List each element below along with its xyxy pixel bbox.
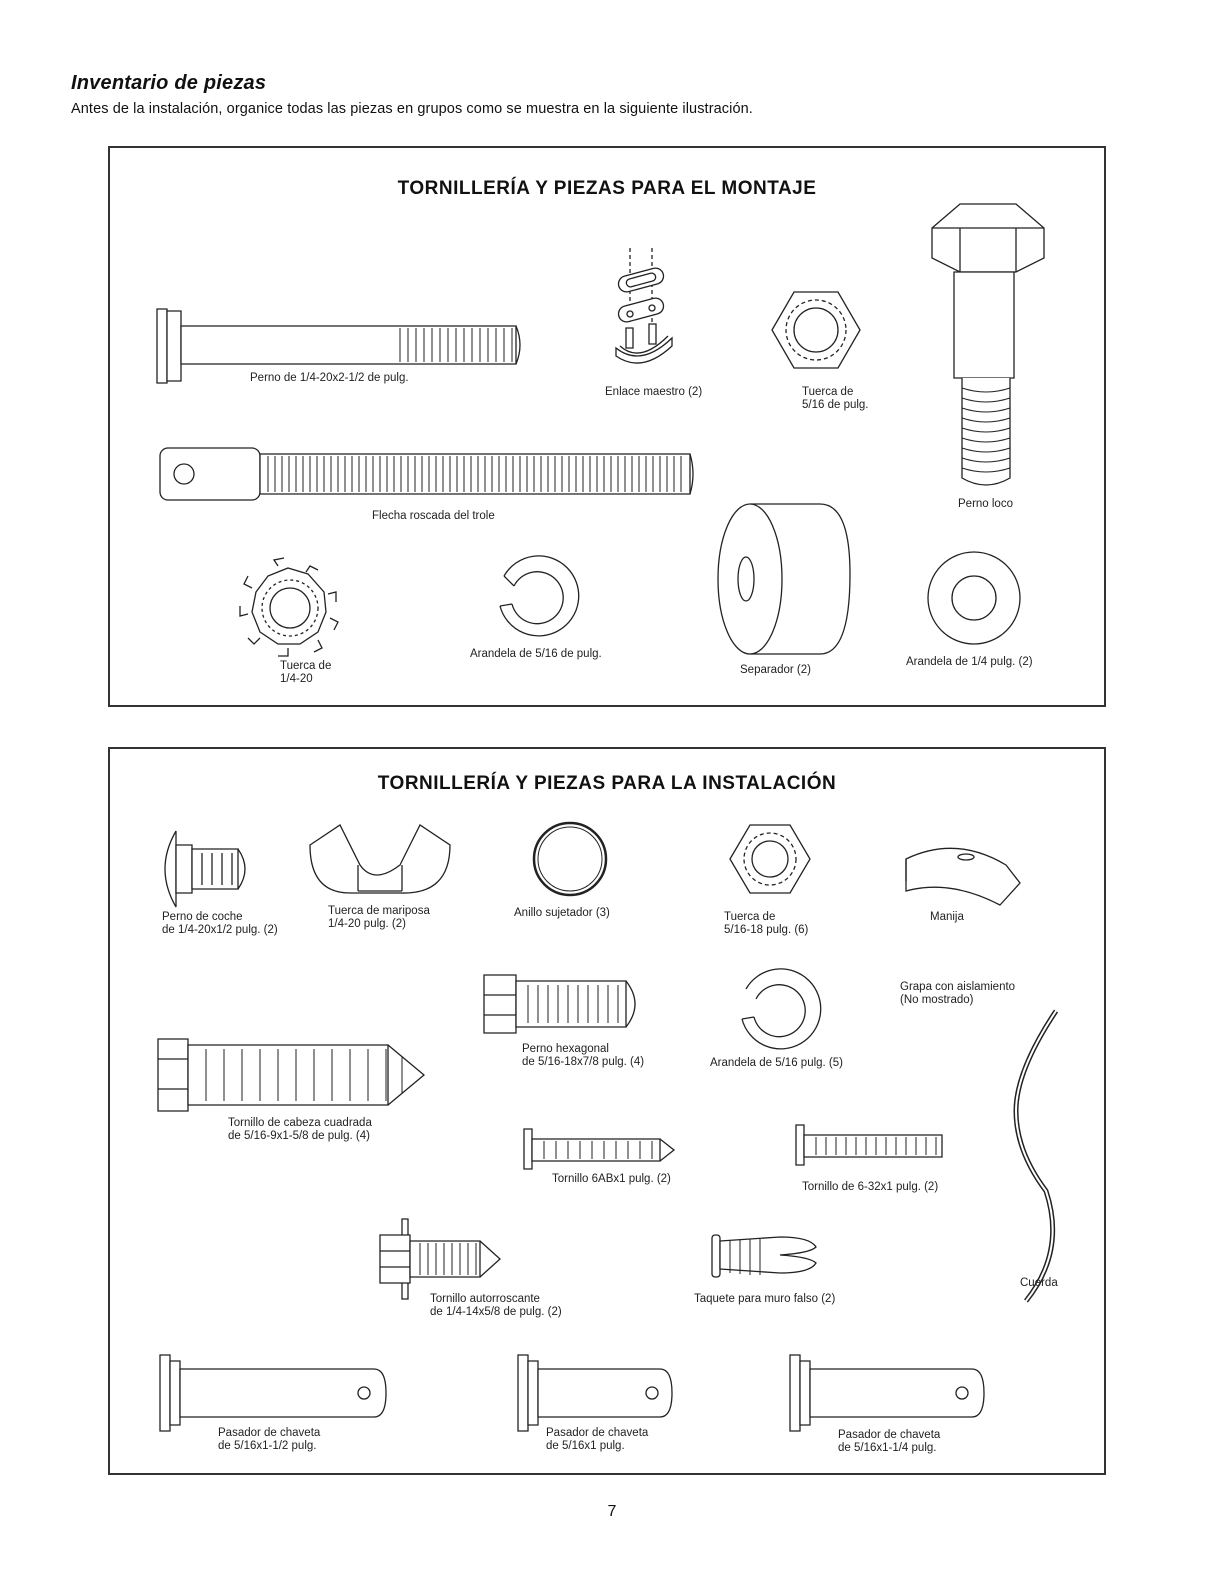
carriage-bolt-label: Perno de coche de 1/4-20x1/2 pulg. (2) <box>162 911 278 936</box>
hex-bolt-label: Perno hexagonal de 5/16-18x7/8 pulg. (4) <box>522 1043 645 1068</box>
spacer-drawing <box>718 504 850 654</box>
installation-panel-title: TORNILLERÍA Y PIEZAS PARA LA INSTALACIÓN <box>377 773 837 794</box>
master-link-drawing <box>616 248 672 363</box>
idler-bolt-drawing <box>932 204 1044 485</box>
carriage-bolt-drawing <box>165 831 245 907</box>
rope-label: Cuerda <box>1020 1277 1058 1289</box>
washer-5-16-install-label: Arandela de 5/16 pulg. (5) <box>710 1057 843 1069</box>
ring-fastener-drawing <box>534 823 606 895</box>
lag-screw-drawing <box>158 1039 424 1111</box>
screw-6ab-label: Tornillo 6ABx1 pulg. (2) <box>552 1173 671 1185</box>
screw-6-32-drawing <box>796 1125 942 1165</box>
ring-fastener-label: Anillo sujetador (3) <box>514 907 610 919</box>
drywall-anchor-label: Taquete para muro falso (2) <box>694 1293 836 1305</box>
screw-6-32-label: Tornillo de 6-32x1 pulg. (2) <box>802 1181 939 1193</box>
page-number: 7 <box>607 1503 617 1520</box>
nut-5-16-18-label: Tuerca de 5/16-18 pulg. (6) <box>724 911 809 936</box>
clevis-pin-1-1-2-label: Pasador de chaveta de 5/16x1-1/2 pulg. <box>218 1427 321 1452</box>
intro-text: Antes de la instalación, organice todas las piezas en grupos como se muestra en la siguiente ilustración. <box>71 101 753 117</box>
mounting-panel-title: TORNILLERÍA Y PIEZAS PARA EL MONTAJE <box>397 178 817 199</box>
washer-5-16-drawing <box>500 556 579 636</box>
spacer-label: Separador (2) <box>740 664 811 676</box>
lag-screw-label: Tornillo de cabeza cuadrada de 5/16-9x1-5/8 de pulg. (4) <box>228 1117 372 1142</box>
trolley-shaft-drawing <box>160 448 693 500</box>
nut-5-16-label: Tuerca de 5/16 de pulg. <box>802 386 869 411</box>
bolt-1-4-20-label: Perno de 1/4-20x2-1/2 de pulg. <box>250 372 409 384</box>
nut-1-4-20-label: Tuerca de 1/4-20 <box>280 660 332 685</box>
nut-5-16-drawing <box>772 292 860 368</box>
installation-parts-art <box>110 749 1108 1477</box>
washer-1-4-drawing <box>928 552 1020 644</box>
washer-5-16-label: Arandela de 5/16 de pulg. <box>470 648 602 660</box>
idler-bolt-label: Perno loco <box>958 498 1013 510</box>
trolley-shaft-label: Flecha roscada del trole <box>372 510 495 522</box>
clevis-pin-1-1-4-drawing <box>790 1355 984 1431</box>
rope-drawing <box>1016 1011 1056 1301</box>
drywall-anchor-drawing <box>712 1235 816 1277</box>
self-tapping-screw-label: Tornillo autorroscante de 1/4-14x5/8 de pulg. (2) <box>430 1293 562 1318</box>
clevis-pin-1-1-2-drawing <box>160 1355 386 1431</box>
handle-label: Manija <box>930 911 964 923</box>
nut-1-4-20-drawing <box>240 558 338 656</box>
installation-hardware-panel <box>108 747 1106 1475</box>
mounting-parts-art <box>110 148 1108 709</box>
washer-1-4-label: Arandela de 1/4 pulg. (2) <box>906 656 1033 668</box>
clevis-pin-1-1-4-label: Pasador de chaveta de 5/16x1-1/4 pulg. <box>838 1429 941 1454</box>
self-tapping-screw-drawing <box>380 1219 500 1299</box>
wing-nut-drawing <box>310 825 450 893</box>
clevis-pin-1-drawing <box>518 1355 672 1431</box>
insulated-staple-label: Grapa con aislamiento (No mostrado) <box>900 981 1016 1006</box>
screw-6ab-drawing <box>524 1129 674 1169</box>
page-title: Inventario de piezas <box>71 72 267 94</box>
clevis-pin-1-label: Pasador de chaveta de 5/16x1 pulg. <box>546 1427 649 1452</box>
master-link-label: Enlace maestro (2) <box>605 386 703 398</box>
nut-5-16-18-drawing <box>730 825 810 893</box>
washer-5-16-install-drawing <box>742 969 821 1049</box>
wing-nut-label: Tuerca de mariposa 1/4-20 pulg. (2) <box>328 905 430 930</box>
hex-bolt-drawing <box>484 975 635 1033</box>
mounting-hardware-panel <box>108 146 1106 707</box>
handle-drawing <box>906 848 1020 905</box>
